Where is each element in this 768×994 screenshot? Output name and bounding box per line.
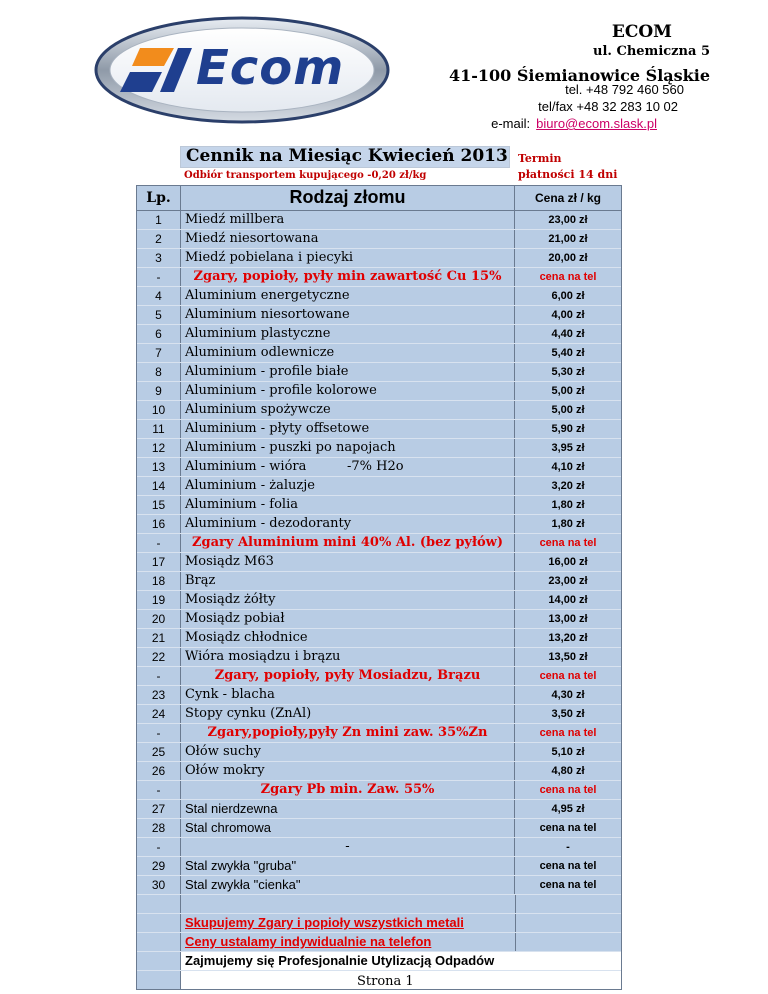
- row-material-text: Zgary,popioły,pyły Zn mini zaw. 35%Zn: [207, 725, 488, 740]
- row-price: cena na tel: [539, 860, 597, 872]
- row-material-text: Mosiądz pobiał: [185, 611, 285, 626]
- row-lp: -: [137, 838, 181, 856]
- row-material: [181, 401, 515, 419]
- row-price: cena na tel: [539, 879, 597, 891]
- price-table: [136, 185, 622, 990]
- row-material: [181, 477, 515, 495]
- row-lp: 20: [137, 610, 181, 628]
- row-material: [181, 743, 515, 761]
- table-row: [137, 230, 621, 249]
- row-lp: 21: [137, 629, 181, 647]
- row-price: 3,50 zł: [551, 708, 585, 720]
- row-material-text: Aluminium - puszki po napojach: [185, 440, 396, 455]
- row-lp: -: [137, 667, 181, 685]
- row-material-text: Mosiądz chłodnice: [185, 630, 308, 645]
- table-row: [137, 401, 621, 420]
- row-material: [181, 268, 515, 286]
- table-row: [137, 610, 621, 629]
- footer-blank-row: [137, 895, 621, 914]
- row-lp: 17: [137, 553, 181, 571]
- row-price: 23,00 zł: [548, 575, 588, 587]
- transport-note: Odbiór transportem kupującego -0,20 zł/kg: [184, 170, 427, 181]
- row-material-text: Zgary, popioły, pyły min zawartość Cu 15%: [193, 269, 502, 284]
- row-material: [181, 553, 515, 571]
- row-material: [181, 439, 515, 457]
- table-row: [137, 458, 621, 477]
- header-price: Cena zł / kg: [534, 191, 602, 205]
- table-row: [137, 439, 621, 458]
- row-price: 4,30 zł: [551, 689, 585, 701]
- table-row: [137, 363, 621, 382]
- row-price: 3,20 zł: [551, 480, 585, 492]
- row-material-text: Aluminium odlewnicze: [185, 345, 335, 360]
- row-price: cena na tel: [539, 822, 597, 834]
- row-lp: 30: [137, 876, 181, 894]
- row-material: [181, 344, 515, 362]
- row-lp: 10: [137, 401, 181, 419]
- row-lp: 6: [137, 325, 181, 343]
- row-lp: 11: [137, 420, 181, 438]
- row-lp: 27: [137, 800, 181, 818]
- table-row: [137, 553, 621, 572]
- company-street: ul. Chemiczna 5: [593, 44, 710, 59]
- row-lp: 29: [137, 857, 181, 875]
- ecom-logo: [92, 14, 392, 126]
- row-material-text: Aluminium - wióra: [185, 459, 307, 474]
- row-material: [181, 420, 515, 438]
- row-material-text: Ołów suchy: [185, 744, 262, 759]
- row-lp: 14: [137, 477, 181, 495]
- row-material-text: Brąz: [185, 573, 216, 588]
- header-type: Rodzaj złomu: [181, 186, 515, 210]
- payment-term-line1: Termin: [518, 152, 562, 165]
- row-lp: -: [137, 781, 181, 799]
- header-lp: Lp.: [137, 186, 181, 210]
- row-material: [181, 819, 515, 837]
- email-label: e-mail:: [491, 116, 531, 131]
- payment-term-line2: płatności 14 dni: [518, 168, 618, 181]
- row-material-text: Aluminium - żaluzje: [185, 478, 315, 493]
- row-price: cena na tel: [539, 784, 597, 796]
- table-row: [137, 496, 621, 515]
- payment-term: [518, 151, 617, 183]
- row-lp: 8: [137, 363, 181, 381]
- row-price: 5,30 zł: [551, 366, 585, 378]
- row-material-note: -7% H2o: [347, 459, 404, 474]
- row-price: 5,00 zł: [551, 385, 585, 397]
- row-material: [181, 724, 515, 742]
- table-row: [137, 306, 621, 325]
- row-material-text: Aluminium spożywcze: [185, 402, 331, 417]
- row-material-text: Cynk - blacha: [185, 687, 275, 702]
- row-material-text: Aluminium - profile kolorowe: [185, 383, 377, 398]
- row-material-text: Stopy cynku (ZnAl): [185, 706, 312, 721]
- row-price: 16,00 zł: [548, 556, 588, 568]
- footer-row: [137, 952, 621, 971]
- table-row: [137, 591, 621, 610]
- row-material: [181, 800, 515, 818]
- row-price: 1,80 zł: [551, 499, 585, 511]
- table-row: [137, 287, 621, 306]
- table-row: [137, 762, 621, 781]
- row-price: 14,00 zł: [548, 594, 588, 606]
- table-row: [137, 724, 621, 743]
- row-price: 3,95 zł: [551, 442, 585, 454]
- row-price: cena na tel: [539, 727, 597, 739]
- row-material: [181, 325, 515, 343]
- table-row: [137, 667, 621, 686]
- row-lp: 2: [137, 230, 181, 248]
- row-price: 1,80 zł: [551, 518, 585, 530]
- row-material-text: Stal nierdzewna: [185, 801, 278, 816]
- row-material: [181, 838, 515, 856]
- row-lp: -: [137, 268, 181, 286]
- row-price: 4,00 zł: [551, 309, 585, 321]
- row-lp: 12: [137, 439, 181, 457]
- row-price: 5,00 zł: [551, 404, 585, 416]
- row-lp: 24: [137, 705, 181, 723]
- row-material: [181, 458, 515, 476]
- row-lp: 3: [137, 249, 181, 267]
- table-row: [137, 477, 621, 496]
- row-material-text: Stal chromowa: [185, 820, 271, 835]
- table-row: [137, 781, 621, 800]
- row-material-text: Aluminium - profile białe: [185, 364, 349, 379]
- table-row: [137, 705, 621, 724]
- row-lp: -: [137, 724, 181, 742]
- footer-page-row: [137, 971, 621, 989]
- company-fax: tel/fax +48 32 283 10 02: [538, 99, 678, 114]
- row-material: [181, 591, 515, 609]
- row-lp: 13: [137, 458, 181, 476]
- row-material: [181, 667, 515, 685]
- row-material-text: Aluminium - płyty offsetowe: [185, 421, 370, 436]
- row-material: [181, 249, 515, 267]
- company-city: 41-100 Śiemianowice Śląskie: [448, 66, 710, 85]
- row-material: [181, 534, 515, 552]
- table-row: [137, 838, 621, 857]
- row-material-text: Mosiądz M63: [185, 554, 274, 569]
- row-price: -: [566, 841, 570, 853]
- row-price: 4,10 zł: [551, 461, 585, 473]
- row-material-text: Miedź pobielana i piecyki: [185, 250, 354, 265]
- footer-row: [137, 933, 621, 952]
- row-material-text: -: [345, 839, 350, 854]
- row-material: [181, 686, 515, 704]
- table-row: [137, 382, 621, 401]
- row-lp: -: [137, 534, 181, 552]
- row-lp: 22: [137, 648, 181, 666]
- row-material: [181, 629, 515, 647]
- row-material: [181, 781, 515, 799]
- row-material: [181, 211, 515, 229]
- row-material-text: Wióra mosiądzu i brązu: [185, 649, 341, 664]
- email-link[interactable]: biuro@ecom.slask.pl: [536, 116, 657, 131]
- row-lp: 26: [137, 762, 181, 780]
- table-row: [137, 629, 621, 648]
- row-price: 4,40 zł: [551, 328, 585, 340]
- row-price: 13,50 zł: [548, 651, 588, 663]
- row-lp: 4: [137, 287, 181, 305]
- row-material-text: Zgary, popioły, pyły Mosiadzu, Brązu: [214, 668, 481, 683]
- row-price: 13,00 zł: [548, 613, 588, 625]
- row-price: 21,00 zł: [548, 233, 588, 245]
- row-lp: 1: [137, 211, 181, 229]
- row-material-text: Stal zwykła "cienka": [185, 877, 301, 892]
- table-row: [137, 534, 621, 553]
- row-material: [181, 515, 515, 533]
- table-row: [137, 572, 621, 591]
- row-lp: 28: [137, 819, 181, 837]
- table-row: [137, 686, 621, 705]
- table-row: [137, 268, 621, 287]
- row-price: 20,00 zł: [548, 252, 588, 264]
- row-price: 5,10 zł: [551, 746, 585, 758]
- row-material-text: Zgary Aluminium mini 40% Al. (bez pyłów): [192, 535, 503, 550]
- row-material-text: Miedź niesortowana: [185, 231, 319, 246]
- row-price: 13,20 zł: [548, 632, 588, 644]
- company-name: ECOM: [611, 22, 672, 42]
- table-row: [137, 249, 621, 268]
- row-material: [181, 230, 515, 248]
- row-price: 23,00 zł: [548, 214, 588, 226]
- table-row: [137, 420, 621, 439]
- row-price: 5,90 zł: [551, 423, 585, 435]
- footer-line-1: Skupujemy Zgary i popioły wszystkich metali: [185, 915, 464, 930]
- row-material: [181, 857, 515, 875]
- row-material-text: Stal zwykła "gruba": [185, 858, 297, 873]
- row-material: [181, 762, 515, 780]
- row-material: [181, 306, 515, 324]
- row-material-text: Aluminium energetyczne: [185, 288, 350, 303]
- row-material: [181, 648, 515, 666]
- row-lp: 7: [137, 344, 181, 362]
- table-row: [137, 648, 621, 667]
- row-price: 4,95 zł: [551, 803, 585, 815]
- table-row: [137, 743, 621, 762]
- row-material: [181, 610, 515, 628]
- table-row: [137, 515, 621, 534]
- row-material-text: Mosiądz żółty: [185, 592, 276, 607]
- row-price: 4,80 zł: [551, 765, 585, 777]
- footer-row: [137, 914, 621, 933]
- table-row: [137, 344, 621, 363]
- row-price: cena na tel: [539, 271, 597, 283]
- row-material: [181, 287, 515, 305]
- row-lp: 25: [137, 743, 181, 761]
- row-material-text: Miedź millbera: [185, 212, 285, 227]
- row-lp: 23: [137, 686, 181, 704]
- company-phone: tel. +48 792 460 560: [565, 82, 684, 97]
- row-lp: 18: [137, 572, 181, 590]
- row-material: [181, 496, 515, 514]
- page-title: Cennik na Miesiąc Kwiecień 2013: [186, 146, 508, 166]
- row-lp: 15: [137, 496, 181, 514]
- row-material: [181, 705, 515, 723]
- row-price: cena na tel: [539, 670, 597, 682]
- row-material-text: Aluminium niesortowane: [185, 307, 350, 322]
- footer-line-2: Ceny ustalamy indywidualnie na telefon: [185, 934, 432, 949]
- row-lp: 16: [137, 515, 181, 533]
- row-material-text: Zgary Pb min. Zaw. 55%: [260, 782, 435, 797]
- row-material-text: Ołów mokry: [185, 763, 265, 778]
- row-price: 6,00 zł: [551, 290, 585, 302]
- row-material-text: Aluminium - folia: [185, 497, 298, 512]
- table-row: [137, 800, 621, 819]
- table-row: [137, 876, 621, 895]
- row-price: cena na tel: [539, 537, 597, 549]
- row-lp: 19: [137, 591, 181, 609]
- logo-text: Ecom: [196, 40, 345, 96]
- page-number: Strona 1: [357, 974, 414, 989]
- table-row: [137, 325, 621, 344]
- row-material: [181, 382, 515, 400]
- row-material-text: Aluminium - dezodoranty: [185, 516, 352, 531]
- row-lp: 9: [137, 382, 181, 400]
- row-material-text: Aluminium plastyczne: [185, 326, 331, 341]
- table-header: [137, 186, 621, 211]
- company-email: [491, 116, 657, 131]
- table-row: [137, 857, 621, 876]
- row-lp: 5: [137, 306, 181, 324]
- table-row: [137, 211, 621, 230]
- row-price: 5,40 zł: [551, 347, 585, 359]
- row-material: [181, 876, 515, 894]
- table-body: [137, 211, 621, 895]
- table-row: [137, 819, 621, 838]
- row-material: [181, 363, 515, 381]
- row-material: [181, 572, 515, 590]
- footer-line-3: Zajmujemy się Profesjonalnie Utylizacją Odpadów: [181, 952, 621, 970]
